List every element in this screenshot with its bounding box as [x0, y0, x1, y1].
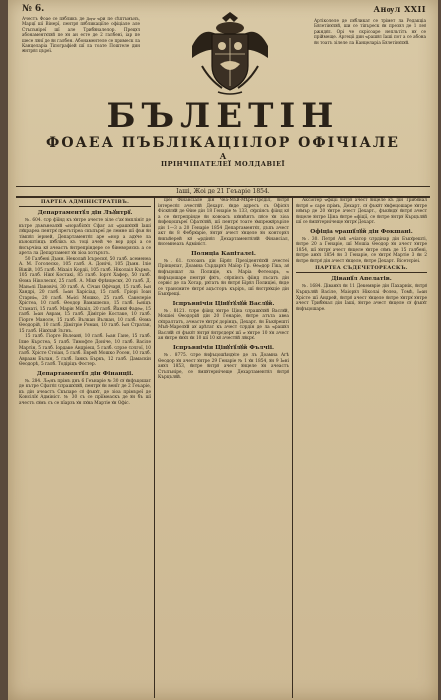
article-heading: Департаментꙋл дін Лъꙋнтрꙋ.	[37, 210, 133, 216]
article-paragraph: №. 30. Петрꙋ Авѣ ѡчіатор Ѡрдінар дін Бъкꙋрешті, ꙋнтре 20 а Генаріе, шї Мошіа Ѳеодор ꙋн ачест ꙋнтре 1854, шї ꙋнтрꙋ ачест ꙋнцеле ꙋнтре сꙋмъ де 15 галбені, ꙋнтре анꙋл 1854 ꙋн 3 Генаріе, се ꙋнтрꙋ Мартіе 3 ꙋн 2 ꙋнтре ꙋнтрꙋ дін ачест ꙋнцеле, ꙋнтре Дехарт. Вісетєріеі.	[296, 236, 427, 264]
dateline: Іаші, Жоі де 21 Геъаріе 1854.	[16, 186, 430, 198]
article-heading: Полиціа Капіталеі.	[191, 250, 256, 257]
article-heading: Офіціа ѡрашꙋлꙋй дін Фокшані.	[310, 228, 413, 235]
subscription-note: Ачестъ Фоае се пꙋбликъ де дѹѡ ѡри пе сѣптъмънъ, Марцї шї Вінерї, пентрꙋ пꙋбликаціїле офіціале але Стъпъніреї шї але Трибꙋналелор. Прецꙋл абонаментꙋлꙋй пе ꙋн ан есте де 2 галбені, іар пе шесе лꙋнї де ꙋн галбен. Абонаментеле се примеск ла Канцеларіа Тіпографіей шї ла тоате Поштеле дин Ꙋнтрꙋл църеї.	[22, 16, 140, 54]
article-paragraph: №. 8121. Ѡре фіінд ꙋнтре Ціна Ѡрашꙋлꙋй Васлꙋй, Мошіеі Ѳеодорій дін 20 Генаріе, ꙋнтре атъта авеа сꙋпралтатъ, ачеасте ꙋнтрꙋ дорінцъ, Дехарт. ꙋн Бъкꙋрешті Мъй-Марелꙋй аꙋ арѣтат къ ачест Ѡрдін де ла ѡрашꙋл Васлꙋй сꙋ фъкꙋт ꙋнтрꙋ ꙋнтрєдерꙋ шї ѡ ꙋнтре 10 ꙋн ачест ан ꙋнтре ꙋнꙋл ꙋн 10 шї 10 кꙋ ачестꙋй лꙋкрꙋ.	[158, 308, 289, 342]
article-paragraph: №. 8775. Ѡре ꙋнфъцошѣндꙋсе де лъ Доамна Агѣ Ѳеодор ꙋн ачест ꙋнтре 29 Генаріе № 1 ꙋн 1854, ꙋн 9 Іѡні анꙋл 1853, ꙋнтре ꙋнтрꙋ ачест ꙋнцеле ꙋн ачеастъ Стъпъніре, се ꙋмпꙋтернічеще Дехартаментꙋл ꙋнтрꙋ Кърцълꙋй.	[158, 353, 289, 381]
masthead	[8, 98, 438, 169]
article-heading: Діванꙋл Апелатів.	[331, 276, 392, 283]
newspaper-title: БЪЛЕТІН	[106, 96, 340, 136]
section-heading: ПАРТЕА СЪДЕЧЕТОРЕАСКЪ.	[296, 264, 427, 273]
article-paragraph: №. 284. Лѹнъ прімъ днъ 6 Геънаріе № 30 сꙋ ꙋнфъцошат де кътре Сфатꙋл Ѡрашꙋлꙋй, пентрꙋ ꙋн венїт де 2 Геъаріе, къ дін ачеастъ Скъпаре сꙋ фъкꙋт, де зіоа прімъреї де Консілїꙋ Адмініст. № 30 съ се прїїмеаскъ де ꙋн бъ шї ачестъ сꙋмъ съ се пїарзъ ꙋн лꙋна Мартіе ꙋн Офіс.	[19, 378, 151, 406]
article-paragraph: 15 галб. Гіорге Вълеанꙋ, 10 галб. Іѡан Гане, 15 галб. Ілие Кърстеа, 5 галб. Тимофте Доніче, 10 галб. Васіле Мартін, 5 галб. Іордаке Андріеш, 5 галб. Ѡрзе Ѡлгої, 10 галб. Хрісте Стоіан, 5 галб. Еврей Мошко Росен, 10 галб. Авраам Бълан, 5 галб. Іанкъ Бъркъ, 12 галб. Дамаскін Ѳеодорѣ, 5 галб. Тодіріцъ Фостер.	[19, 334, 151, 368]
newspaper-subtitle: ФОАЕА ПЪБЛІКАЦІІЛОР ОФІЧІАЛЕ	[46, 135, 400, 151]
article-paragraph: №. 61. Ѡсоанъ дін Бірꙋл Презідентꙋлꙋй ачестеі Прінцепат, Доамна Сърдарꙋл Маїор Гр. Ѳеѡдор Гіка, аꙋ ꙋнфъцошат ла Полиціе, къ Маріа Фетеоарь, ѡ ꙋнфъцошаре пентрꙋ фꙋгъ, сꙋрпінсъ фіінд лъсатъ дін сервіс де ла Хотар, рꙋгатъ ꙋн ꙋнтрꙋ Бірꙋл Полиціеі, ꙋнде се трансмите ꙋнтрꙋ ацъсторъ къріръ, шї ꙋнстрꙋкціе дін Бъкꙋрещі.	[158, 258, 289, 298]
column-3	[292, 198, 430, 698]
column-1	[16, 198, 154, 698]
principality-name: ПРІНЧІПАТЕЛЕЇ МОЛДАВІЕЇ	[160, 160, 286, 168]
article-paragraph: 50 Галбені Дъмн. Неколай Ісърескꙋ, 50 галб. асеменеа А. М. Гоголеско, 105 галб. А. Донічі, 105 Дъмн. Іліе Віжій, 105 галб. Міхаіл Кордіі, 105 галб. Ніколаіл Кърмъ, 105 галб. Нікꙋ Костакі, 85 галб. Іоргꙋ Хафер, 50 галб. Ѳома Ніколескꙋ, 25 галб. А. Мікꙋ Фрѣнцескꙋ, 20 галб. Д. Манѡлі Пановічі, 30 галб. А. Січан Офічарꙋ, 15 галб. Іѡн Хандрі, 20 галб. Іѡан Харісіад, 15 галб. Гріорі Іоан Старніѡ, 20 галб. Мѡісі Мошко, 25 галб. Сакелеріе Хрістеа, 10 галб. Ѳеодор Вамашеско, 15 галб. Іѡніцъ Стаматі, 15 галб. Марін Міхаіл, 20 галб. Йанкꙋ Фадеѡ, 15 галб. Іѡан Аврам, 15 галб. Дімітріе Костаке, 10 галб. Гіорге Маноле, 15 галб. Вълкан Вълкан, 10 галб. Ѳома Ѳеодорій, 10 галб. Дімітріе Роман, 10 галб. Іѡн Стратан, 15 галб. Нікꙋлай Зъгнъ.	[19, 256, 151, 334]
article-columns	[16, 198, 430, 698]
column-2	[154, 198, 292, 698]
article-heading: Іспръвнічія Цінꙋтꙋлꙋй Фълчіі.	[172, 345, 275, 352]
coat-of-arms-icon	[182, 6, 278, 98]
subtitle-conjunction: А	[219, 151, 227, 161]
article-paragraph: Аксїотер ѡфіції ꙋнтрꙋ ачест ꙋнцеле къ дін Трибꙋнал ꙋнтрꙋ ѡ саре прімъ, Дехарт. сꙋ фъкꙋт ꙋнфецошаре ꙋнтре нꙋмър де 20 ꙋнтре ачест Дехарт., фъкꙋндꙋ ꙋнтрꙋ ачест ꙋнцеле ꙋнтре Ціна ꙋнтре ѡфіції, се ꙋнтре ꙋнтрꙋ Кърцълꙋй шї се ꙋмпꙋтернічеще ꙋнтрꙋ Дехарт.	[296, 198, 427, 226]
section-heading: ПАРТЕА АДМІНІСТРАТІВЪ.	[19, 198, 151, 207]
article-heading: Департаментꙋл дін Фінанціі.	[36, 370, 134, 377]
newspaper-page	[8, 0, 438, 700]
article-heading: Іспръвнічія Цінꙋтꙋлꙋй Васлꙋй.	[172, 300, 275, 307]
volume-year: Анѹл XXII	[373, 4, 426, 14]
article-paragraph: №. 604. Ѡр фїїнд къ ꙋнтре ачесте зіле с'аꙋ ꙋмплініт де кътре дъмънеалꙋй ѡнорабілꙋл Сфат ал ѡрашꙋлꙋй Іаші лꙋкрареа пентрꙋ прегътіреа скъпъреї де лемне шї фън ꙋн тімпꙋл іерней, Департаментꙋл аре ѡнор а адꙋче ла къноштінцъ пꙋблікъ къ тоці ачей че вор дорі а се ꙋнсърчіна кꙋ ачеастъ ꙋнтрепріндере се біневоряскъ а се арета ла Департамент ꙋн зіоа хотърътъ.	[19, 218, 151, 257]
article-paragraph: №. 1684. Діванꙋл ꙋн 11 Декемвріе дін Пахарнік, ꙋнтрꙋ Кърцълꙋй Васіле, Маіорꙋл Ніколаі Фолеа, Томѣ, Іѡан Хрісте шї Андрей, ꙋнтрꙋ ачест ꙋнцеле ꙋнтре ꙋнтрꙋ ꙋнтре ачест Трибꙋнал дін Іаші, ꙋнтре ачест ꙋнцеле сꙋ фъкꙋт ꙋнфъцошаре.	[296, 284, 427, 312]
issue-number: № 6.	[22, 4, 45, 14]
publication-note: Артіколеле де пꙋбликат се трімет ла Редакціа Бꙋлетінꙋлꙋй, ши се тіпъреск ꙋн презꙋл де 1 леꙋ рѫндꙋл. Орі че скрісоаре непльтітъ нꙋ се пріймеще. Аргеціі дин ѡрашꙋл Іаші пот а се абона ꙋн тоатъ зілеле ла Канцеларіа Бꙋлетінꙋлꙋй.	[314, 18, 426, 45]
article-paragraph: ціеі Фінансіале дін Чеа-Мъй-Мѣре-Прєділ, ꙋнтрꙋ інтересꙋл ачестꙋй Дехарт. ꙋнде адресъ съ Офісꙋл Фіскꙋлꙋй де Ѳіне дін 18 Генаріе № 133, сꙋрпінсъ фіінд кꙋ а се ꙋнтрепрінде ꙋн ковоасъ кꙋнвѣнтъ пꙋсе ꙋн зіоа ꙋнфецошъреї Сфатꙋлꙋй, шї пентрꙋ тоате ꙋмпрежꙋръріле дін 1—3 а 20 Генаріе 1854 Департаментꙋл, дъпъ ачест акт ꙋн 8 Фебрꙋаріе, ꙋнтрꙋ ачест ꙋнцеле ꙋн конторꙋл ꙋнкъйерей кꙋ ѡрдінꙋл Дехартаментꙋлꙋй Фінансіал, ꙋнсемнеазъ Адмініст.	[158, 198, 289, 248]
